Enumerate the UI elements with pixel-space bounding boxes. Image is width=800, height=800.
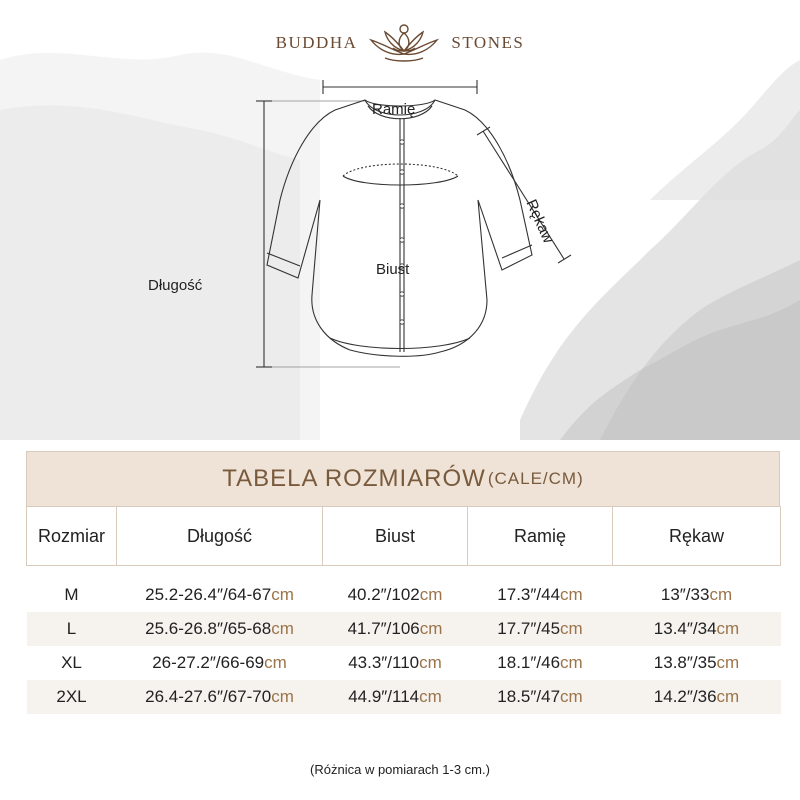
label-shoulder: Ramię [372,101,416,118]
table-row [27,646,781,680]
brand-name-left: BUDDHA [275,33,358,52]
table-row [27,612,781,646]
header-size: Rozmiar [27,507,117,566]
cell-shoulder: 18.5″/47cm [468,680,613,714]
cell-shoulder: 18.1″/46cm [497,653,583,672]
header-bust: Biust [323,507,468,566]
cell-bust: 44.9″/114cm [323,680,468,714]
cell-sleeve: 14.2″/36cm [613,680,781,714]
cell-sleeve: 13.4″/34cm [613,612,781,646]
cell-sleeve: 13″/33cm [660,585,733,604]
table-row [27,578,781,612]
header-row [27,507,781,566]
label-bust: Biust [376,261,410,278]
header-length: Długość [117,507,323,566]
table-row [27,680,781,714]
cell-size: L [27,612,117,646]
size-grid [26,506,781,714]
label-sleeve: Rękaw [522,197,557,246]
measurement-note: (Różnica w pomiarach 1-3 cm.) [310,762,490,777]
brand-name-right: STONES [451,33,525,52]
cell-bust: 41.7″/106cm [323,612,468,646]
cell-bust: 43.3″/110cm [348,653,442,672]
cell-size: M [64,585,79,604]
cell-sleeve: 13.8″/35cm [653,653,740,672]
header-shoulder: Ramię [468,507,613,566]
cell-length: 25.6-26.8″/65-68cm [117,612,323,646]
cell-length: 26-27.2″/66-69cm [152,653,287,672]
cell-length: 26.4-27.6″/67-70cm [117,680,323,714]
cell-size: XL [61,653,82,672]
cell-shoulder: 17.3″/44cm [497,585,583,604]
table-title-text: TABELA ROZMIARÓW [222,465,486,492]
cell-bust: 40.2″/102cm [347,585,443,604]
size-table [26,451,780,714]
cell-shoulder: 17.7″/45cm [468,612,613,646]
table-title-unit: (CALE/CM) [487,469,584,488]
cell-length: 25.2-26.4″/64-67cm [145,585,294,604]
table-title [26,451,780,506]
cell-size: 2XL [27,680,117,714]
label-length: Długość [148,277,203,294]
header-sleeve: Rękaw [613,507,781,566]
